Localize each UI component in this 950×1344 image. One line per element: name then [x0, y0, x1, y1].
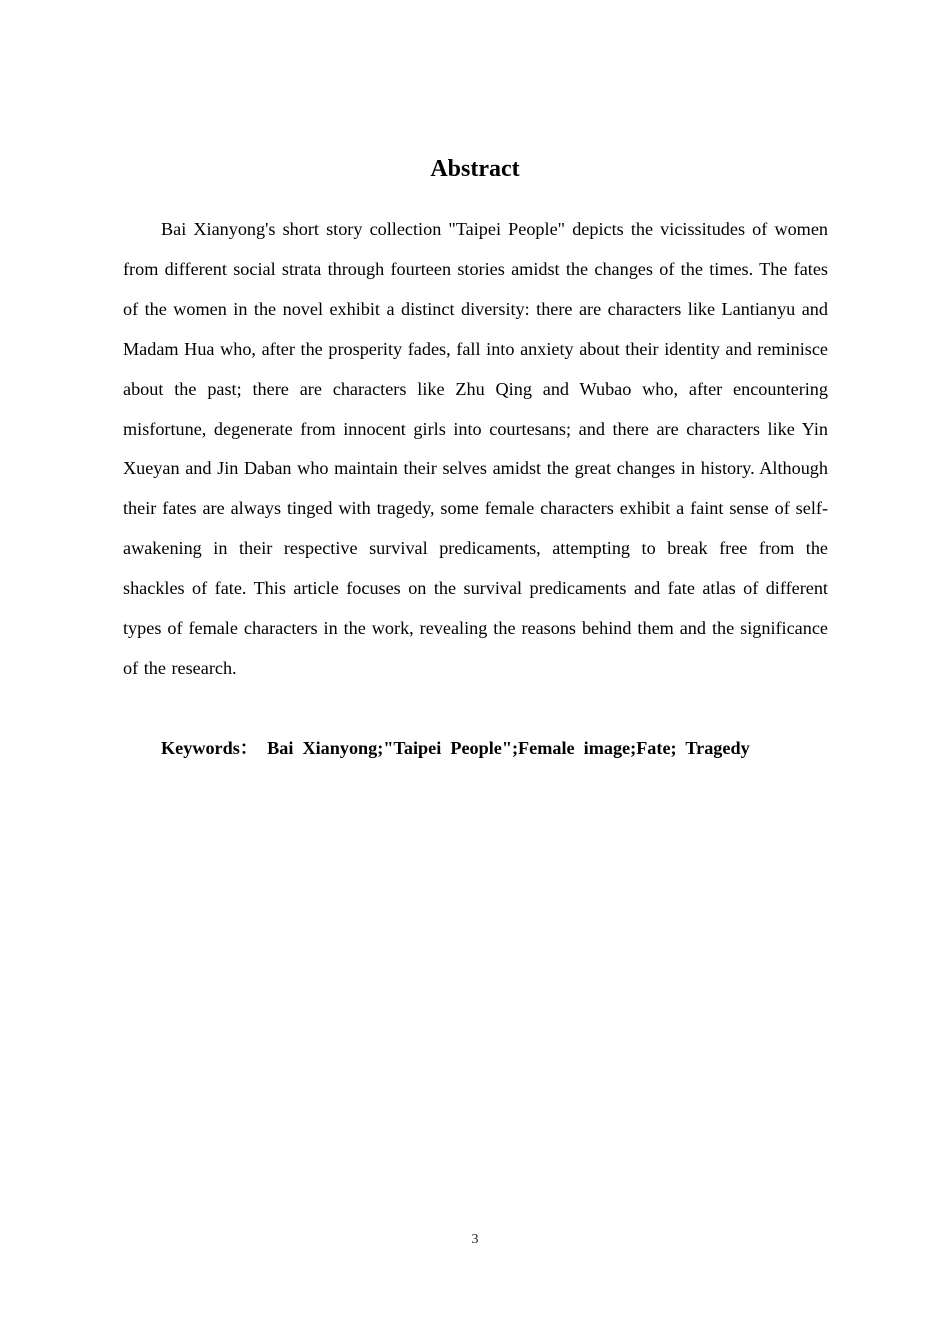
- abstract-body: Bai Xianyong's short story collection "Taipei People" depicts the vicissitudes of women from different social strata through fourteen stories amidst the changes of the times. The fates of the women in the novel exhibit a distinct diversity: there are characters like Lantianyu and Madam Hua who, after the prosperity fades, fall into anxiety about their identity and reminisce about the past; there are characters like Zhu Qing and Wubao who, after encountering misfortune, degenerate from innocent girls into courtesans; and there are characters like Yin Xueyan and Jin Daban who maintain their selves amidst the great changes in history. Although their fates are always tinged with tragedy, some female characters exhibit a faint sense of self-awakening in their respective survival predicaments, attempting to break free from the shackles of fate. This article focuses on the survival predicaments and fate atlas of different types of female characters in the work, revealing the reasons behind them and the significance of the research.: [123, 219, 828, 678]
- keywords-text: Bai Xianyong;"Taipei People";Female image;Fate; Tragedy: [267, 738, 750, 758]
- keywords-line: [161, 729, 750, 769]
- abstract-title: Abstract: [430, 156, 520, 182]
- keywords-label: Keywords：: [161, 738, 258, 758]
- page-number: 3: [471, 1232, 479, 1247]
